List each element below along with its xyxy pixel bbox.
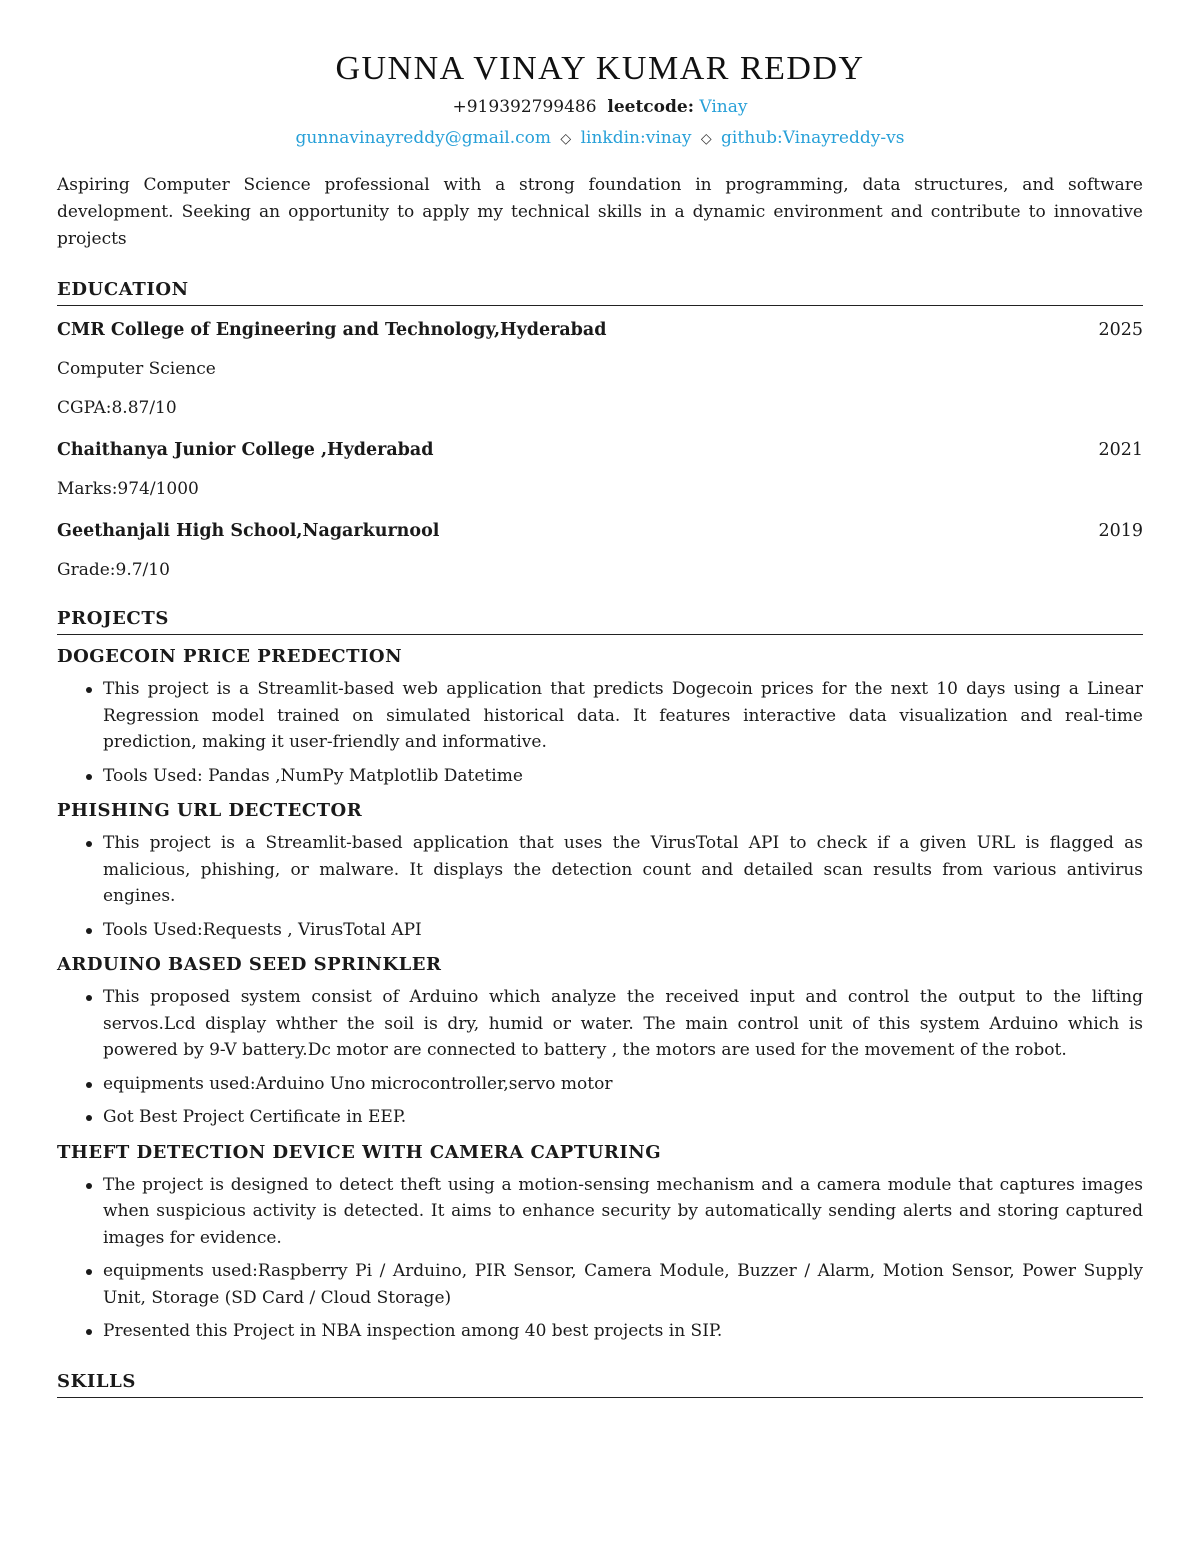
list-item: Presented this Project in NBA inspection among 40 best projects in SIP. xyxy=(103,1318,1143,1345)
professional-summary: Aspiring Computer Science professional with a strong foundation in programming, data structures, and software development. Seeking an opportunity to apply my technical skills in a dynamic environment and contribute to innovative projects xyxy=(57,175,1143,249)
graduation-year: 2025 xyxy=(1098,320,1143,340)
list-item: This proposed system consist of Arduino which analyze the received input and control the output to the lifting servos.Lcd display whther the soil is dry, humid or water. The main control unit of this system Arduino which is powered by 9-V battery.Dc motor are connected to battery , the motors are used for the movement of the robot. xyxy=(103,984,1143,1064)
diamond-separator-icon: ◇ xyxy=(700,131,712,147)
list-item: This project is a Streamlit-based application that uses the VirusTotal API to check if a given URL is flagged as malicious, phishing, or malware. It displays the detection count and detailed scan results from various antivirus engines. xyxy=(103,830,1143,910)
education-detail: Computer Science xyxy=(57,359,216,379)
list-item: equipments used:Arduino Uno microcontroller,servo motor xyxy=(103,1071,1143,1098)
list-item: Tools Used: Pandas ,NumPy Matplotlib Datetime xyxy=(103,763,1143,790)
list-item: The project is designed to detect theft using a motion-sensing mechanism and a camera module that captures images when suspicious activity is detected. It aims to enhance security by automatically sending alerts and storing captured images for evidence. xyxy=(103,1172,1143,1252)
school-name: Chaithanya Junior College ,Hyderabad xyxy=(57,440,434,460)
projects-heading: PROJECTS xyxy=(57,608,1143,635)
skills-heading: SKILLS xyxy=(57,1371,1143,1398)
project-bullet-list xyxy=(57,830,1143,943)
project-title: ARDUINO BASED SEED SPRINKLER xyxy=(57,954,442,975)
email-link[interactable]: gunnavinayreddy@gmail.com xyxy=(295,128,551,148)
list-item: equipments used:Raspberry Pi / Arduino, PIR Sensor, Camera Module, Buzzer / Alarm, Motion Sensor, Power Supply Unit, Storage (SD Card / Cloud Storage) xyxy=(103,1258,1143,1311)
project-title: THEFT DETECTION DEVICE WITH CAMERA CAPTURING xyxy=(57,1141,662,1163)
project-bullet-list xyxy=(57,1172,1143,1345)
github-link[interactable]: github:Vinayreddy-vs xyxy=(721,128,905,148)
education-entry xyxy=(57,318,1143,342)
contact-line-2 xyxy=(57,127,1143,150)
school-name: Geethanjali High School,Nagarkurnool xyxy=(57,521,440,541)
list-item: Got Best Project Certificate in EEP. xyxy=(103,1104,1143,1131)
linkedin-link[interactable]: linkdin:vinay xyxy=(580,128,692,148)
education-entry xyxy=(57,438,1143,462)
education-detail: Grade:9.7/10 xyxy=(57,560,170,580)
project-bullet-list xyxy=(57,676,1143,789)
candidate-name: GUNNA VINAY KUMAR REDDY xyxy=(335,50,865,87)
project-title: DOGECOIN PRICE PREDECTION xyxy=(57,646,403,667)
graduation-year: 2021 xyxy=(1098,440,1143,460)
contact-line-1 xyxy=(57,96,1143,118)
project-bullet-list xyxy=(57,984,1143,1131)
project-title: PHISHING URL DECTECTOR xyxy=(57,800,363,821)
education-entry xyxy=(57,519,1143,543)
list-item: This project is a Streamlit-based web application that predicts Dogecoin prices for the next 10 days using a Linear Regression model trained on simulated historical data. It features interactive data visualization and real-time prediction, making it user-friendly and informative. xyxy=(103,676,1143,756)
graduation-year: 2019 xyxy=(1098,521,1143,541)
education-detail: Marks:974/1000 xyxy=(57,479,199,499)
leetcode-link[interactable]: Vinay xyxy=(699,97,748,117)
diamond-separator-icon: ◇ xyxy=(560,131,572,147)
education-heading: EDUCATION xyxy=(57,279,1143,306)
list-item: Tools Used:Requests , VirusTotal API xyxy=(103,917,1143,944)
school-name: CMR College of Engineering and Technology,Hyderabad xyxy=(57,320,607,340)
phone-number: +919392799486 xyxy=(452,97,597,117)
education-detail: CGPA:8.87/10 xyxy=(57,398,177,418)
leetcode-label: leetcode: xyxy=(607,97,694,117)
resume-page xyxy=(57,42,1143,1398)
